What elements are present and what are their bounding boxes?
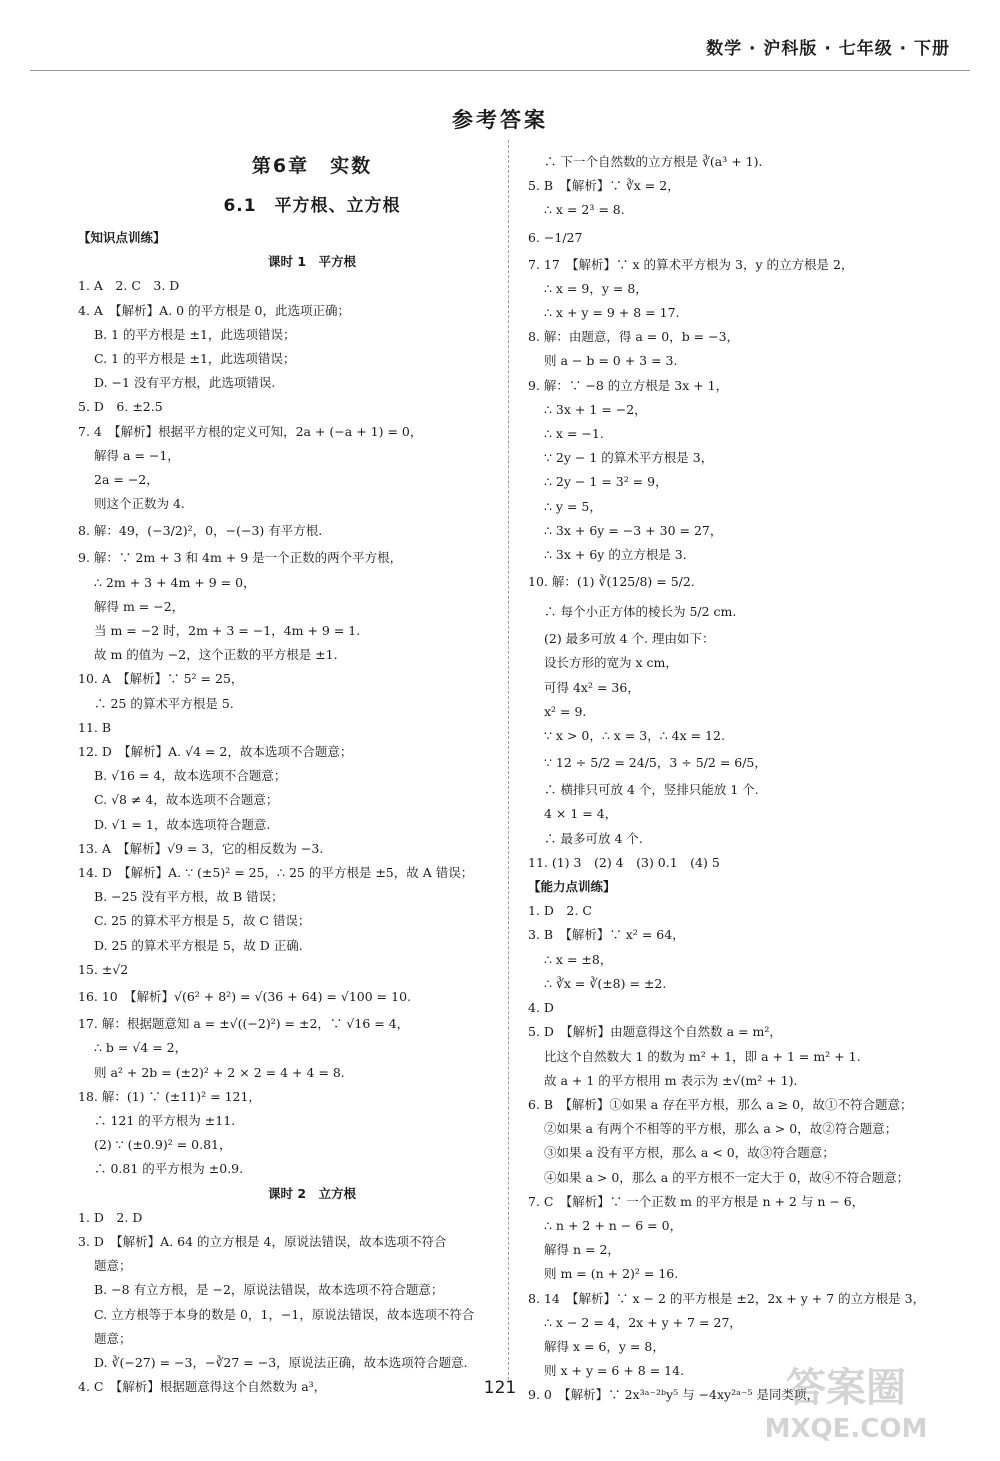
answer-line: 14. D 【解析】A. ∵ (±5)² = 25，∴ 25 的平方根是 ±5，故 A 错误； [78,865,474,881]
answer-line: 5. D 【解析】由题意得这个自然数 a = m²， [528,1024,782,1040]
answer-line: 11. B [78,719,112,735]
answer-line: ∴ 3x + 1 = −2， [544,401,647,417]
answer-line: B. −25 没有平方根，故 B 错误； [94,889,284,905]
answer-line: 4. D [528,1000,554,1016]
answer-line: D. −1 没有平方根，此选项错误. [94,375,276,391]
answer-line: 4. A 【解析】A. 0 的平方根是 0，此选项正确； [78,302,351,318]
right-answer-list [528,150,968,1408]
answer-line: ∵ 2y − 1 的算术平方根是 3， [544,450,714,466]
answer-line: D. 25 的算术平方根是 5，故 D 正确. [94,937,303,953]
answer-line: (2) ∵ (±0.9)² = 0.81， [94,1137,232,1153]
watermark-text-en: MXQE.COM [764,1414,928,1444]
answer-line: 10. A 【解析】∵ 5² = 25， [78,671,244,687]
answer-line: 则 a² + 2b = (±2)² + 2 × 2 = 4 + 4 = 8. [94,1064,345,1080]
answer-line: 5. B 【解析】∵ ∛x = 2， [528,178,680,194]
answer-line: B. √16 = 4，故本选项不合题意； [94,768,287,784]
answer-line: 故 a + 1 的平方根用 m 表示为 ±√(m² + 1). [544,1072,798,1088]
answer-line: 1. D 2. C [528,903,592,919]
answer-line: 17. 解：根据题意知 a = ±√((−2)²) = ±2，∵ √16 = 4， [78,1016,410,1032]
answer-line: D. √1 = 1，故本选项符合题意. [94,816,271,832]
answer-line: 5. D 6. ±2.5 [78,399,163,415]
answer-line: 3. B 【解析】∵ x² = 64， [528,927,685,943]
page-title: 参考答案 [452,108,548,132]
answer-line: 故 m 的值为 −2，这个正数的平方根是 ±1. [94,647,338,663]
section-tag: 【能力点训练】 [528,879,616,895]
answer-line: 则这个正数为 4. [94,496,185,512]
answer-line: ∴ x = −1. [544,426,604,442]
answer-line: ③如果 a 没有平方根，那么 a < 0，故③符合题意； [544,1145,835,1161]
answer-line: 6. B 【解析】①如果 a 存在平方根，那么 a ≥ 0，故①不符合题意； [528,1096,913,1112]
answer-line: 9. 解：∵ −8 的立方根是 3x + 1， [528,377,729,393]
answer-line: 可得 4x² = 36， [544,679,640,695]
answer-line: 8. 解：由题意，得 a = 0，b = −3， [528,329,740,345]
answer-line: ②如果 a 有两个不相等的平方根，那么 a > 0，故②符合题意； [544,1121,898,1137]
answer-line: 解得 m = −2， [94,598,185,614]
left-column [78,150,546,1399]
answer-line: 1. A 2. C 3. D [78,278,180,294]
answer-line: B. 1 的平方根是 ±1，此选项错误； [94,326,296,342]
answer-line: 11. (1) 3 (2) 4 (3) 0.1 (4) 5 [528,854,720,870]
answer-line: 2a = −2， [94,472,159,488]
answer-line: ∴ 0.81 的平方根为 ±0.9. [94,1161,244,1177]
answer-line: 16. 10 【解析】√(6² + 8²) = √(36 + 64) = √100 = 10. [78,989,411,1005]
answer-line: B. −8 有立方根，是 −2，原说法错误，故本选项不符合题意； [94,1282,444,1298]
answer-line: 9. 0 【解析】∵ 2x³ᵃ⁻²ᵇy⁵ 与 −4xy²ᵃ⁻⁵ 是同类项， [528,1387,819,1403]
section-tag: 【知识点训练】 [78,230,166,245]
answer-line: ∵ x > 0，∴ x = 3，∴ 4x = 12. [544,728,725,744]
answer-line: ∴ b = √4 = 2， [94,1040,188,1056]
answer-line: 解得 a = −1， [94,447,180,463]
answer-line: 13. A 【解析】√9 = 3，它的相反数为 −3. [78,840,324,856]
answer-line: ∴ ∛x = ∛(±8) = ±2. [544,975,667,991]
answer-line: C. 25 的算术平方根是 5，故 C 错误； [94,913,311,929]
answer-line: ∵ 12 ÷ 5/2 = 24/5，3 ÷ 5/2 = 6/5， [544,755,767,771]
watermark-text-cn: 答案圈 [786,1365,906,1411]
answer-line: ∴ y = 5， [544,498,602,514]
answer-line: 当 m = −2 时，2m + 3 = −1，4m + 9 = 1. [94,623,361,639]
answer-line: 设长方形的宽为 x cm， [544,655,678,671]
answer-line: 9. 解：∵ 2m + 3 和 4m + 9 是一个正数的两个平方根， [78,550,403,566]
answer-line: ∴ 2y − 1 = 3² = 9， [544,474,668,490]
answer-line: 12. D 【解析】A. √4 = 2，故本选项不合题意； [78,744,353,760]
answer-line: 6. −1/27 [528,229,583,245]
answer-line: 15. ±√2 [78,961,129,977]
header-rule [30,70,970,71]
answer-line: ∴ 最多可放 4 个. [544,830,643,846]
answer-line: ∴ 121 的平方根为 ±11. [94,1112,236,1128]
book-header-label: 数学 · 沪科版 · 七年级 · 下册 [706,39,950,59]
page-number: 121 [483,1378,517,1398]
answer-line: ∴ x + y = 9 + 8 = 17. [544,305,680,321]
answer-line: ∴ 每个小正方体的棱长为 5/2 cm. [544,604,737,620]
answer-line: 8. 14 【解析】∵ x − 2 的平方根是 ±2，2x + y + 7 的立方根是 3， [528,1290,926,1306]
answer-line: ∴ 3x + 6y = −3 + 30 = 27， [544,522,723,538]
lesson-heading: 课时 1 平方根 [267,254,357,270]
answer-line: 10. 解：(1) ∛(125/8) = 5/2. [528,574,695,590]
answer-line: 则 x + y = 6 + 8 = 14. [544,1363,685,1379]
answer-line: 7. 17 【解析】∵ x 的算术平方根为 3，y 的立方根是 2， [528,256,854,272]
answer-line: ∴ 25 的算术平方根是 5. [94,695,234,711]
answer-line: ∴ n + 2 + n − 6 = 0， [544,1217,683,1233]
answer-line: ∴ x − 2 = 4，2x + y + 7 = 27， [544,1314,742,1330]
answer-line: 4 × 1 = 4， [544,806,618,822]
answer-line: C. √8 ≠ 4，故本选项不合题意； [94,792,279,808]
answer-line: 7. C 【解析】∵ 一个正数 m 的平方根是 n + 2 与 n − 6， [528,1193,865,1209]
answer-line: 7. 4 【解析】根据平方根的定义可知，2a + (−a + 1) = 0， [78,423,423,439]
left-answer-list [78,226,546,1399]
answer-line: ∴ x = 9，y = 8， [544,280,648,296]
answer-line: ∴ x = 2³ = 8. [544,202,625,218]
answer-line: ∴ 下一个自然数的立方根是 ∛(a³ + 1). [544,154,763,169]
answer-line: ∴ 横排只可放 4 个，竖排只能放 1 个. [544,782,759,798]
answer-line: 1. D 2. D [78,1209,143,1225]
answer-line: x² = 9. [544,703,587,719]
lesson-heading: 课时 2 立方根 [267,1185,357,1201]
answer-line: 8. 解：49，(−3/2)²，0，−(−3) 有平方根. [78,523,323,539]
watermark-logo [726,1351,966,1451]
answer-line: 18. 解：(1) ∵ (±11)² = 121， [78,1088,261,1104]
answer-line: 则 a − b = 0 + 3 = 3. [544,353,678,369]
answer-line: ∴ 3x + 6y 的立方根是 3. [544,547,687,563]
answer-line: 解得 x = 6，y = 8， [544,1338,665,1354]
answer-line: 则 m = (n + 2)² = 16. [544,1266,679,1282]
answer-line: C. 立方根等于本身的数是 0，1，−1，原说法错误，故本选项不符合 [94,1306,475,1322]
section-title: 6.1 平方根、立方根 [223,196,401,216]
answer-line: 4. C 【解析】根据题意得这个自然数为 a³， [78,1379,327,1395]
answer-line: 比这个自然数大 1 的数为 m² + 1，即 a + 1 = m² + 1. [544,1048,861,1064]
answer-line: 题意； [94,1330,132,1346]
answer-line: D. ∛(−27) = −3，−∛27 = −3，原说法正确，故本选项符合题意. [94,1354,468,1370]
right-column [528,150,968,1408]
answer-line: 3. D 【解析】A. 64 的立方根是 4，原说法错误，故本选项不符合 [78,1233,447,1249]
answer-line: ∴ 2m + 3 + 4m + 9 = 0， [94,574,256,590]
answer-line: 题意； [94,1258,132,1274]
answer-line: ④如果 a > 0，那么 a 的平方根不一定大于 0，故④不符合题意； [544,1169,910,1185]
answer-line: ∴ x = ±8， [544,951,613,967]
chapter-title: 第6章 实数 [251,155,373,177]
answer-line: (2) 最多可放 4 个. 理由如下： [544,631,715,647]
answer-line: 解得 n = 2， [544,1242,620,1258]
answer-line: C. 1 的平方根是 ±1，此选项错误； [94,351,296,367]
